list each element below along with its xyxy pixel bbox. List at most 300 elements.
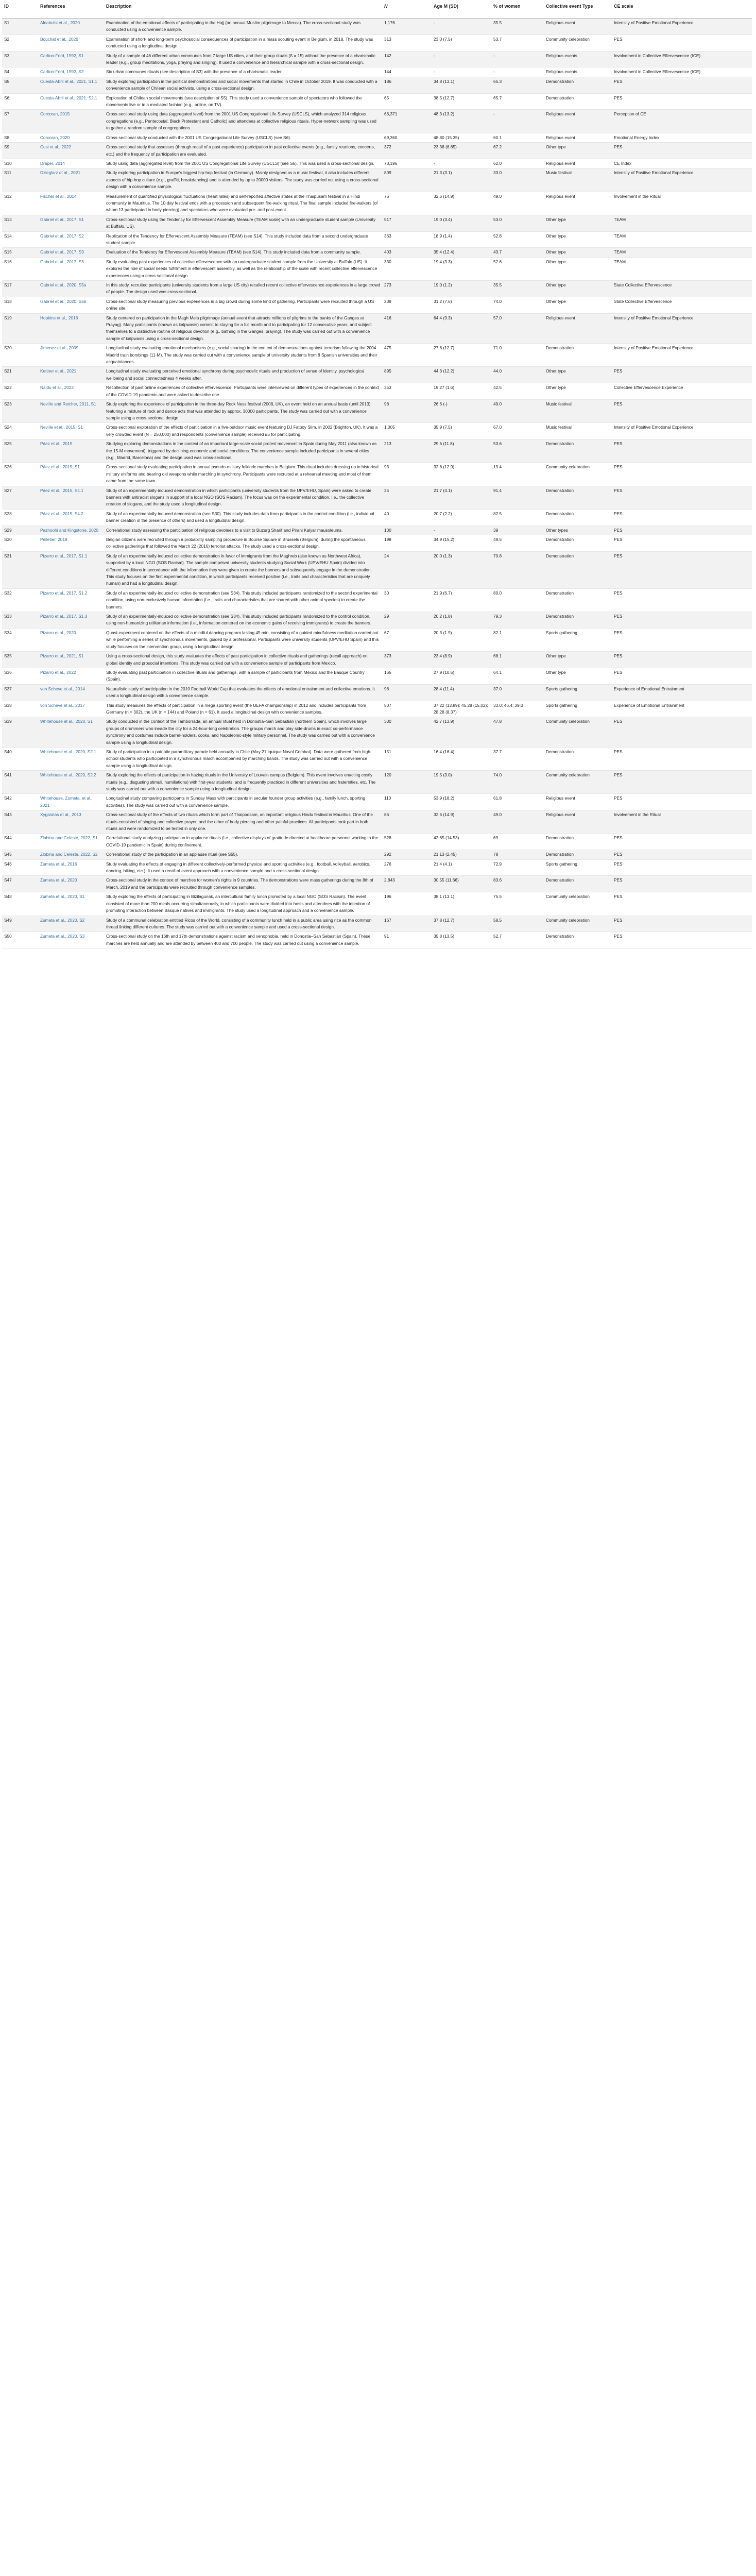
study-ce-scale: CE Index [612,159,752,168]
study-sample-size: 142 [382,51,432,67]
study-ce-scale: TEAM [612,215,752,231]
study-ce-scale: Intensity of Positive Emotional Experience [612,344,752,367]
study-percent-women: - [491,67,544,77]
study-id: S7 [2,110,38,133]
header-n: N [382,2,432,19]
header-event-type: Collective event Type [544,2,612,19]
study-ce-scale: PES [612,463,752,486]
study-id: S10 [2,159,38,168]
study-description: Study of an experimentally-induced collective demonstration (see S34). This study included participants randomized to the second experimental condition, using non-exclusively human information (i.e., traits and characteristics that are shared with other animal species) to create the banners. [104,588,382,612]
study-sample-size: 167 [382,916,432,932]
study-event-type: Demonstration [544,509,612,526]
study-event-type: Religious event [544,794,612,810]
study-description: Naturalistic study of participation in the 2010 Football World Cup that evaluates the effects of emotional entrainment and collective emotions. It used a longitudinal design with a convenience sample. [104,684,382,701]
study-sample-size: 35 [382,486,432,509]
study-percent-women: 70.8 [491,551,544,588]
study-description: Correlational study assessing the participation of religious devotees to a visit to Buzurg Sharif and Pirani Kalyar mausoleums. [104,526,382,535]
study-age: - [432,159,491,168]
study-reference[interactable]: Páez et al., 2015, S1 [38,463,104,486]
study-reference[interactable]: Zumeta et al., 2020, S2 [38,916,104,932]
study-reference[interactable]: Bouchat et al., 2020 [38,35,104,51]
study-sample-size: 239 [382,297,432,313]
study-id: S32 [2,588,38,612]
study-event-type: Demonstration [544,551,612,588]
study-id: S45 [2,850,38,859]
study-ce-scale: State Collective Effervescence [612,281,752,297]
study-event-type: Community celebration [544,717,612,748]
study-reference[interactable]: Pizarro et al., 2017, S1.2 [38,588,104,612]
table-row [2,747,752,770]
study-sample-size: 2,843 [382,876,432,892]
study-id: S14 [2,231,38,248]
study-sample-size: 30 [382,588,432,612]
study-sample-size: 372 [382,143,432,159]
study-sample-size: 120 [382,771,432,794]
study-event-type: Music festival [544,168,612,192]
study-sample-size: 65 [382,93,432,110]
study-sample-size: 403 [382,248,432,257]
study-percent-women: 58.5 [491,916,544,932]
table-row [2,771,752,794]
study-percent-women: 37.7 [491,747,544,770]
study-id: S12 [2,192,38,215]
study-ce-scale: PES [612,400,752,423]
study-sample-size: 186 [382,77,432,93]
study-reference[interactable]: Whitehouse et al., 2020, S2.1 [38,747,104,770]
table-row [2,892,752,916]
study-description: Study centered on participation in the Magh Mela pilgrimage (annual event that attracts millions of pilgrims to the banks of the Ganges at Prayag). Many participants (known as kalpwasis) commit to staying for a full month and to participating for 12 consecutive years, and subject themselves to a distinctive routine of religious devotion (e.g., bathing in the Ganges, praying). The study was carried out with a convenience sample of kalpwasis using a cross-sectional design. [104,313,382,344]
study-reference[interactable]: Gabriel et al., 2017, S5 [38,257,104,280]
study-description: Quasi-experiment centered on the effects of a mindful dancing program lasting 45 min, consisting of a guided mindfulness meditation carried out while performing a series of synchronous movements, guided by a professional. Participants were university students (UPV/EHU Spain) and this study focuses on the intervention group, using a longitudinal design. [104,628,382,651]
study-event-type: Demonstration [544,747,612,770]
study-description: Longitudinal study comparing participants in Sunday Mass with participants in secular founder group activities (e.g., family lunch, sporting activities). The study was carried out with a convenience sample. [104,794,382,810]
study-id: S27 [2,486,38,509]
study-id: S15 [2,248,38,257]
study-description: Cross-sectional study evaluating participation in annual pseudo-military folkloric marches in Belgium. This ritual includes dressing up in historical military uniforms and bearing old weapons while marching in synchrony. Participants were recruited at a rehearsal meeting and most of them came from the same town. [104,463,382,486]
header-references: References [38,2,104,19]
study-percent-women: 47.8 [491,717,544,748]
study-description: Study exploring participation in Europe's biggest hip-hop festival (in Germany). Mainly designed as a music festival, it also includes different aspects of hip-hop culture (e.g., graffiti, breakdancing) and is attended by up to 20000 visitors. The study was carried out using a cross-sectional design with a convenience sample. [104,168,382,192]
study-age: 26.6 (-) [432,400,491,423]
study-reference[interactable]: Pazhoohi and Kingstone, 2020 [38,526,104,535]
study-event-type: Religious events [544,67,612,77]
study-id: S36 [2,668,38,684]
study-description: Cross-sectional study using data (aggregated level) from the 2001 US Congregational Life Survey (USCLS), which analyzed 314 religious congregations (e.g., Pentecostal, Black Protestant and Catholic) and attendees at collective religious rituals. Hyper-network sampling was used to gather a random sample of congregations. [104,110,382,133]
study-age: 37.8 (12.7) [432,916,491,932]
study-reference[interactable]: Gabriel et al., 2020, S5b [38,297,104,313]
study-ce-scale: Experience of Emotional Entrainment [612,701,752,717]
study-age: 20.0 (1.3) [432,551,491,588]
study-reference[interactable]: Alnabulsi et al., 2020 [38,19,104,35]
table-row [2,159,752,168]
study-sample-size: 29 [382,612,432,629]
study-percent-women: 33.0; 46.4; 39.0 [491,701,544,717]
study-age: 28.4 (11.4) [432,684,491,701]
study-event-type: Sports gathering [544,859,612,876]
study-percent-women: 71.0 [491,344,544,367]
study-age: 21.9 (6.7) [432,588,491,612]
study-id: S4 [2,67,38,77]
study-ce-scale: PES [612,77,752,93]
study-description: Study of participation in a patriotic paramilitary parade held annually in Chile (May 21 Iquique Naval Combat). Data were gathered from high-school students who participated in a synchronous march accompanied by marching bands. The study was carried out with a convenience sample using a longitudinal design. [104,747,382,770]
table-row [2,859,752,876]
study-sample-size: 330 [382,257,432,280]
study-event-type: Religious event [544,110,612,133]
study-percent-women: 67.0 [491,423,544,439]
study-event-type: Community celebration [544,771,612,794]
study-percent-women: 69 [491,834,544,850]
study-reference[interactable]: Zumeta et al., 2016 [38,859,104,876]
study-percent-women: 43.7 [491,248,544,257]
studies-table [2,2,752,948]
study-id: S47 [2,876,38,892]
study-sample-size: 1,176 [382,19,432,35]
study-description: Examination of short- and long-term psychosocial consequences of participation in a mass scouting event in Belgium, in 2018. The study was conducted using a longitudinal design. [104,35,382,51]
study-description: Study evaluating past participation in collective rituals and gatherings, with a sample of participants from Mexico and the Basque Country (Spain). [104,668,382,684]
study-percent-women: 65.7 [491,93,544,110]
study-percent-women: 91.4 [491,486,544,509]
study-age: 53.9 (18.2) [432,794,491,810]
study-reference[interactable]: Gabriel et al., 2017, S1 [38,215,104,231]
study-description: Study of an experimentally-induced collective demonstration (see S34). This study included participants randomized to the control condition, using non-humanizing utilitarian information (i.e., information centered on the economic gains of receiving immigrants) to create the banners. [104,612,382,629]
study-description: Exploration of Chilean social movements (see description of S5). This study used a convenience sample of spectators who followed the movements live or in a mediated fashion (e.g., online, on TV). [104,93,382,110]
table-row [2,526,752,535]
study-event-type: Religious event [544,133,612,142]
study-reference[interactable]: Naidu et al., 2022 [38,383,104,400]
study-reference[interactable]: Jimenez et al., 2009 [38,344,104,367]
study-percent-women: 49.5 [491,535,544,552]
study-event-type: Other type [544,281,612,297]
study-reference[interactable]: Zlobina and Celeste, 2022, S2 [38,850,104,859]
study-age: 21.3 (3.1) [432,168,491,192]
table-row [2,383,752,400]
study-ce-scale: PES [612,439,752,463]
table-row [2,231,752,248]
header-age: Age M (SD) [432,2,491,19]
study-sample-size: 165 [382,668,432,684]
study-reference[interactable]: Dzieglarz et al., 2021 [38,168,104,192]
study-event-type: Religious event [544,159,612,168]
table-row [2,400,752,423]
study-reference[interactable]: von Scheve et al., 2017 [38,701,104,717]
table-row [2,628,752,651]
study-reference[interactable]: Xygalatas et al., 2013 [38,810,104,834]
study-percent-women: 53.0 [491,215,544,231]
study-age: 20.2 (1.8) [432,612,491,629]
study-description: Recollection of past online experiences of collective effervescence. Participants were interviewed on different types of experiences in the context of the COVID-19 pandemic and were asked to describe one. [104,383,382,400]
study-percent-women: 35.5 [491,281,544,297]
study-id: S11 [2,168,38,192]
study-sample-size: 67 [382,628,432,651]
study-description: Correlational study of the participation in an applause ritual (see S55). [104,850,382,859]
table-row [2,168,752,192]
study-id: S26 [2,463,38,486]
study-age: - [432,51,491,67]
study-age: 23.0 (7.5) [432,35,491,51]
study-id: S40 [2,747,38,770]
study-sample-size: 517 [382,215,432,231]
study-ce-scale: PES [612,717,752,748]
study-reference[interactable]: Gabriel et al., 2017, S2 [38,231,104,248]
study-description: Using a cross-sectional design, this study evaluates the effects of past participation in collective rituals and gatherings (recall approach) on global identity and prosocial intentions. This study was carried out with a convenience sample of participants from Mexico. [104,652,382,668]
study-age: - [432,67,491,77]
study-id: S23 [2,400,38,423]
study-ce-scale: PES [612,35,752,51]
study-id: S43 [2,810,38,834]
study-ce-scale: PES [612,747,752,770]
study-ce-scale: State Collective Effervescence [612,297,752,313]
study-reference[interactable]: Pizarro et al., 2020 [38,628,104,651]
study-event-type: Demonstration [544,612,612,629]
study-id: S38 [2,701,38,717]
study-event-type: Religious events [544,51,612,67]
study-id: S20 [2,344,38,367]
study-age: 19.5 (3.0) [432,771,491,794]
study-sample-size: 330 [382,717,432,748]
study-event-type: Religious event [544,313,612,344]
study-sample-size: 276 [382,859,432,876]
study-percent-women: 52.7 [491,932,544,948]
study-reference[interactable]: Cusi et al., 2022 [38,143,104,159]
study-age: 21.4 (4.1) [432,859,491,876]
study-percent-women: 62.0 [491,159,544,168]
study-percent-women: 52.8 [491,231,544,248]
table-row [2,110,752,133]
table-row [2,313,752,344]
study-description: Study of an experimentally-induced demonstration (see S30). This study includes data from participants in the control condition (i.e., individual banner creation in the presence of others) and used a longitudinal design. [104,509,382,526]
study-percent-women: 72.9 [491,859,544,876]
study-description: Cross-sectional study on the 16th and 17th demonstrations against racism and xenophobia, held in Donostia–San Sebastián (Spain). These marches are held annually and are attended by between 400 and 700 people. The study was carried out using a convenience sample. [104,932,382,948]
study-reference[interactable]: Neville and Reicher, 2011, S1 [38,400,104,423]
study-event-type: Other type [544,215,612,231]
study-age: 21.13 (2.45) [432,850,491,859]
study-event-type: Music festival [544,400,612,423]
study-description: Cross-sectional study in the context of marches for women's rights in 9 countries. The demonstrations were mass gatherings during the 8th of March, 2019 and the participants were recruited through convenience samples. [104,876,382,892]
study-reference[interactable]: Corcoran, 2015 [38,110,104,133]
table-row [2,93,752,110]
study-age: 29.6 (11.8) [432,439,491,463]
study-id: S35 [2,652,38,668]
study-reference[interactable]: Zumeta et al., 2020 [38,876,104,892]
study-reference[interactable]: Pizarro et al., 2022 [38,668,104,684]
study-description: Study exploring the effects of participation in hazing rituals in the University of Louvain campus (Belgium). This event involves enacting costly rituals (e.g., disgusting stimuli, humiliations) with first-year students, and is frequently practiced in different universities and fraternities, etc. The study was carried out with a convenience sample using a longitudinal design. [104,771,382,794]
study-reference[interactable]: Zumeta et al., 2020, S3 [38,932,104,948]
study-ce-scale: Involvement in the Ritual [612,192,752,215]
table-row [2,344,752,367]
study-id: S2 [2,35,38,51]
study-reference[interactable]: Zumeta et al., 2020, S1 [38,892,104,916]
table-row [2,133,752,142]
study-ce-scale: PES [612,932,752,948]
study-event-type: Demonstration [544,93,612,110]
study-id: S6 [2,93,38,110]
study-ce-scale: PES [612,612,752,629]
study-reference[interactable]: Fischer et al., 2014 [38,192,104,215]
study-description: Study of an experimentally-induced demonstration in which participants (university students from the UPV/EHU, Spain) were asked to create banners with antiracist slogans in support of a local NGO (SOS Racism). The focus was on the experimental condition, i.e., the collective creation of slogans, and the study used a longitudinal design. [104,486,382,509]
study-reference[interactable]: Páez et al., 2015, S4.2 [38,509,104,526]
study-percent-women: 57.0 [491,313,544,344]
study-reference[interactable]: Carlton-Ford, 1992, S1 [38,51,104,67]
study-age: 48.3 (13.2) [432,110,491,133]
study-sample-size: 895 [382,367,432,383]
study-reference[interactable]: Pizarro et al., 2017, S1.1 [38,551,104,588]
study-event-type: Religious event [544,192,612,215]
study-ce-scale: PES [612,526,752,535]
study-ce-scale: PES [612,850,752,859]
study-percent-women: 74.0 [491,297,544,313]
study-reference[interactable]: Carlton-Ford, 1992, S2 [38,67,104,77]
study-reference[interactable]: Corcoran, 2020 [38,133,104,142]
header-row [2,2,752,19]
study-description: Cross-sectional study that assesses (through recall of a past experience) participation in past collective events (e.g., family reunions, concerts, etc.) and the frequency of participation are evaluated. [104,143,382,159]
study-percent-women: 80.0 [491,588,544,612]
study-id: S31 [2,551,38,588]
study-id: S8 [2,133,38,142]
study-ce-scale: Collective Effervescence Experience [612,383,752,400]
study-reference[interactable]: Neville et al., 2015, S1 [38,423,104,439]
study-percent-women: 74.0 [491,771,544,794]
study-description: Cross-sectional study conducted with the 2001 US Congregational Life Survey (USCLS) (see S6). [104,133,382,142]
study-sample-size: 373 [382,652,432,668]
header-ce-scale: CE scale [612,2,752,19]
study-sample-size: 40 [382,509,432,526]
study-percent-women: 67.2 [491,143,544,159]
study-id: S17 [2,281,38,297]
study-reference[interactable]: Pizarro et al., 2017, S1.3 [38,612,104,629]
study-percent-women: 82.1 [491,628,544,651]
study-percent-women: 49.0 [491,192,544,215]
study-event-type: Other type [544,248,612,257]
study-description: Studying exploring demonstrations in the context of an important large-scale social protest movement in Spain during May 2011 (also known as the 15-M movement), triggered by declining economic and social conditions. The convenience sample included participants in several cities (e.g., Madrid, Barcelona) and the design used was cross-sectional. [104,439,382,463]
study-reference[interactable]: Zlobina and Celeste, 2022, S1 [38,834,104,850]
study-description: Evaluation of the Tendency for Effervescent Assembly Measure (TEAM) (see S14). This study included data from a community sample. [104,248,382,257]
table-row [2,876,752,892]
study-ce-scale: TEAM [612,248,752,257]
study-age: 27.6 (12.7) [432,344,491,367]
study-age: 30.55 (11.66) [432,876,491,892]
study-reference[interactable]: Gabriel et al., 2017, S3 [38,248,104,257]
study-age: 18.9 (1.4) [432,231,491,248]
study-age: 31.2 (7.6) [432,297,491,313]
table-row [2,717,752,748]
study-reference[interactable]: von Scheve et al., 2014 [38,684,104,701]
study-reference[interactable]: Hopkins et al., 2016 [38,313,104,344]
study-sample-size: 86 [382,810,432,834]
study-sample-size: 93 [382,463,432,486]
study-description: In this study, recruited participants (university students from a large US city) recalled recent collective effervescence experiences in a large crowd of people. The design used was cross-sectional. [104,281,382,297]
table-body [2,19,752,948]
study-sample-size: 69,360 [382,133,432,142]
study-percent-women: 53.7 [491,35,544,51]
study-ce-scale: PES [612,551,752,588]
table-row [2,77,752,93]
study-age: 20.3 (1.9) [432,628,491,651]
table-row [2,35,752,51]
study-age: - [432,526,491,535]
study-percent-women: 37.0 [491,684,544,701]
study-reference[interactable]: Whitehouse et al., 2020, S1 [38,717,104,748]
study-event-type: Demonstration [544,439,612,463]
study-event-type: Demonstration [544,876,612,892]
study-percent-women: 39 [491,526,544,535]
study-description: Study using data (aggregated level) from the 2001 US Congregational Life Survey (USCLS) (see S6). This was used a cross-sectional design. [104,159,382,168]
study-event-type: Other type [544,668,612,684]
study-event-type: Demonstration [544,932,612,948]
study-ce-scale: Intensity of Positive Emotional Experience [612,168,752,192]
study-description: Study exploring the effects of participating in Bizilagunak, an intercultural family lunch promoted by a local NGO (SOS Racism). The event consisted of more than 200 meals occurring simultaneously, in which participants were divided into hosts and attendees with the intention of promoting interaction between Basque natives and immigrants. The study used a longitudinal approach and a convenience sample. [104,892,382,916]
table-row [2,423,752,439]
study-sample-size: 507 [382,701,432,717]
table-row [2,794,752,810]
study-ce-scale: Involvement in Collective Effervescence (ICE) [612,67,752,77]
study-age: 19.0 (3.4) [432,215,491,231]
study-percent-women: 79.3 [491,612,544,629]
study-reference[interactable]: Cuesta-Abril et al., 2021, S2.1 [38,93,104,110]
study-sample-size: 528 [382,834,432,850]
study-percent-women: 61.8 [491,794,544,810]
study-ce-scale: PES [612,859,752,876]
table-row [2,652,752,668]
study-sample-size: 416 [382,313,432,344]
study-event-type: Demonstration [544,77,612,93]
study-ce-scale: PES [612,652,752,668]
study-age: 34.8 (13.1) [432,77,491,93]
study-age: - [432,19,491,35]
study-id: S37 [2,684,38,701]
table-row [2,192,752,215]
study-reference[interactable]: Whitehouse, Zumeta, et al., 2021 [38,794,104,810]
study-percent-women: 75.5 [491,892,544,916]
study-id: S48 [2,892,38,916]
table-row [2,916,752,932]
table-row [2,834,752,850]
study-reference[interactable]: Kettner et al., 2021 [38,367,104,383]
table-row [2,248,752,257]
study-event-type: Community celebration [544,916,612,932]
study-ce-scale: Intensity of Positive Emotional Experience [612,313,752,344]
study-description: Study evaluating past experiences of collective effervescence with an undergraduate student sample from the University at Buffalo (US). It explores the role of social needs fulfillment in effervescent assembly, as well as the relationship of the scale with recent collective effervescence experiences using a cross-sectional design. [104,257,382,280]
study-ce-scale: Emotional Energy Index [612,133,752,142]
study-reference[interactable]: Pelletier, 2018 [38,535,104,552]
study-age: 32.6 (14.9) [432,810,491,834]
study-reference[interactable]: Pizarro et al., 2021, S1 [38,652,104,668]
study-reference[interactable]: Cuesta-Abril et al., 2021, S1.1 [38,77,104,93]
study-id: S24 [2,423,38,439]
study-reference[interactable]: Draper, 2014 [38,159,104,168]
study-ce-scale: Involvement in Collective Effervescence (ICE) [612,51,752,67]
study-percent-women: 49.0 [491,400,544,423]
study-description: Examination of the emotional effects of participating in the Hajj (an annual Muslim pilgrimage to Mecca). The cross-sectional study was conducted using a convenience sample. [104,19,382,35]
study-age: 23.36 (6.85) [432,143,491,159]
table-row [2,810,752,834]
study-ce-scale: Involvement in the Ritual [612,810,752,834]
study-event-type: Community celebration [544,463,612,486]
study-id: S29 [2,526,38,535]
study-id: S46 [2,859,38,876]
study-reference[interactable]: Páez et al., 2015 [38,439,104,463]
study-reference[interactable]: Whitehouse et al., 2020, S2.2 [38,771,104,794]
study-reference[interactable]: Gabriel et al., 2020, S5a [38,281,104,297]
study-reference[interactable]: Páez et al., 2015, S4.1 [38,486,104,509]
table-row [2,297,752,313]
table-row [2,257,752,280]
study-description: Cross-sectional study using the Tendency for Effervescent Assembly Measure (TEAM scale) with an undergraduate student sample (University at Buffalo, US). [104,215,382,231]
table-row [2,932,752,948]
study-event-type: Sports gathering [544,701,612,717]
study-percent-women: 64.1 [491,668,544,684]
study-id: S34 [2,628,38,651]
study-age: 37.22 (13.89); 45.28 (15.02); 28.28 (8.37) [432,701,491,717]
